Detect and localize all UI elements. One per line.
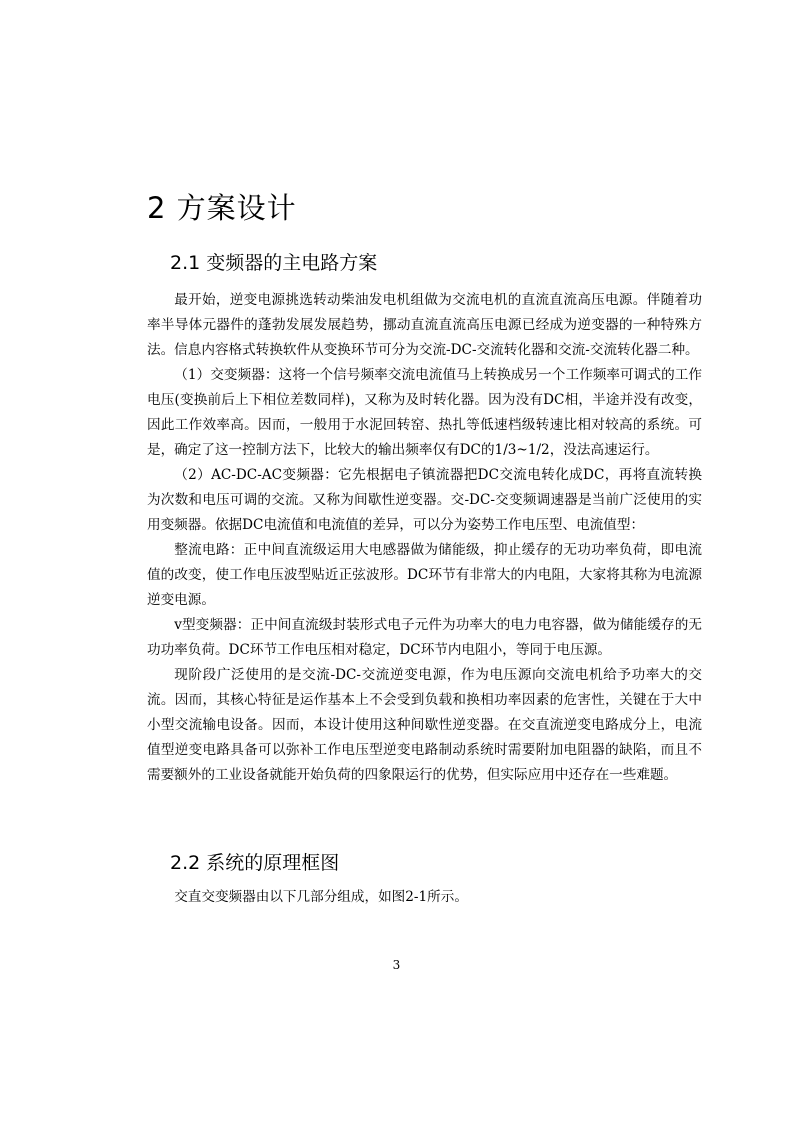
paragraph: （1）交变频器：这将一个信号频率交流电流值马上转换成另一个工作频率可调式的工作电压(变换前后上下相位差数同样)，又称为及时转化器。因为没有DC相，半途并没有改变，因此工作效率高。因而，一般用于水泥回转窑、热扎等低速档级转速比相对较高的系统。可是，确定了这一控制方法下，比较大的输出频率仅有DC的1/3~1/2，没法高速运行。 bbox=[147, 367, 702, 458]
paragraph: v型变频器：正中间直流级封装形式电子元件为功率大的电力电容器，做为储能缓存的无功功率负荷。DC环节工作电压相对稳定，DC环节内电阻小，等同于电压源。 bbox=[147, 617, 702, 658]
paragraph: 现阶段广泛使用的是交流-DC-交流逆变电源，作为电压源向交流电机给予功率大的交流。因而，其核心特征是运作基本上不会受到负载和换相功率因素的危害性，关键在于大中小型交流输电设备。因而，本设计使用这种间歇性逆变器。在交直流逆变电路成分上，电流值型逆变电路具备可以弥补工作电压型逆变电路制动系统时需要附加电阻器的缺陷，而且不需要额外的工业设备就能开始负荷的四象限运行的优势，但实际应用中还存在一些难题。 bbox=[147, 667, 702, 783]
section-2-2-body bbox=[147, 885, 702, 910]
section-2-1-body bbox=[147, 288, 702, 788]
paragraph: （2）AC-DC-AC变频器：它先根据电子镇流器把DC交流电转化成DC，再将直流转换为次数和电压可调的交流。又称为间歇性逆变器。交-DC-交变频调速器是当前广泛使用的实用变频器。依据DC电流值和电流值的差异，可以分为姿势工作电压型、电流值型： bbox=[147, 467, 702, 533]
paragraph: 交直交变频器由以下几部分组成，如图2-1所示。 bbox=[174, 889, 468, 905]
paragraph: 最开始，逆变电源挑选转动柴油发电机组做为交流电机的直流直流高压电源。伴随着功率半导体元器件的蓬勃发展发展趋势，挪动直流直流高压电源已经成为逆变器的一种特殊方法。信息内容格式转换软件从变换环节可分为交流-DC-交流转化器和交流-交流转化器二种。 bbox=[147, 292, 702, 358]
paragraph: 整流电路：正中间直流级运用大电感器做为储能级，抑止缓存的无功功率负荷，即电流值的改变，使工作电压波型贴近正弦波形。DC环节有非常大的内电阻，大家将其称为电流源逆变电源。 bbox=[147, 542, 702, 608]
chapter-title: 2 方案设计 bbox=[147, 191, 297, 225]
section-title-2-2: 2.2 系统的原理框图 bbox=[170, 852, 340, 874]
section-title-2-1: 2.1 变频器的主电路方案 bbox=[170, 252, 378, 274]
page-number: 3 bbox=[392, 958, 401, 972]
